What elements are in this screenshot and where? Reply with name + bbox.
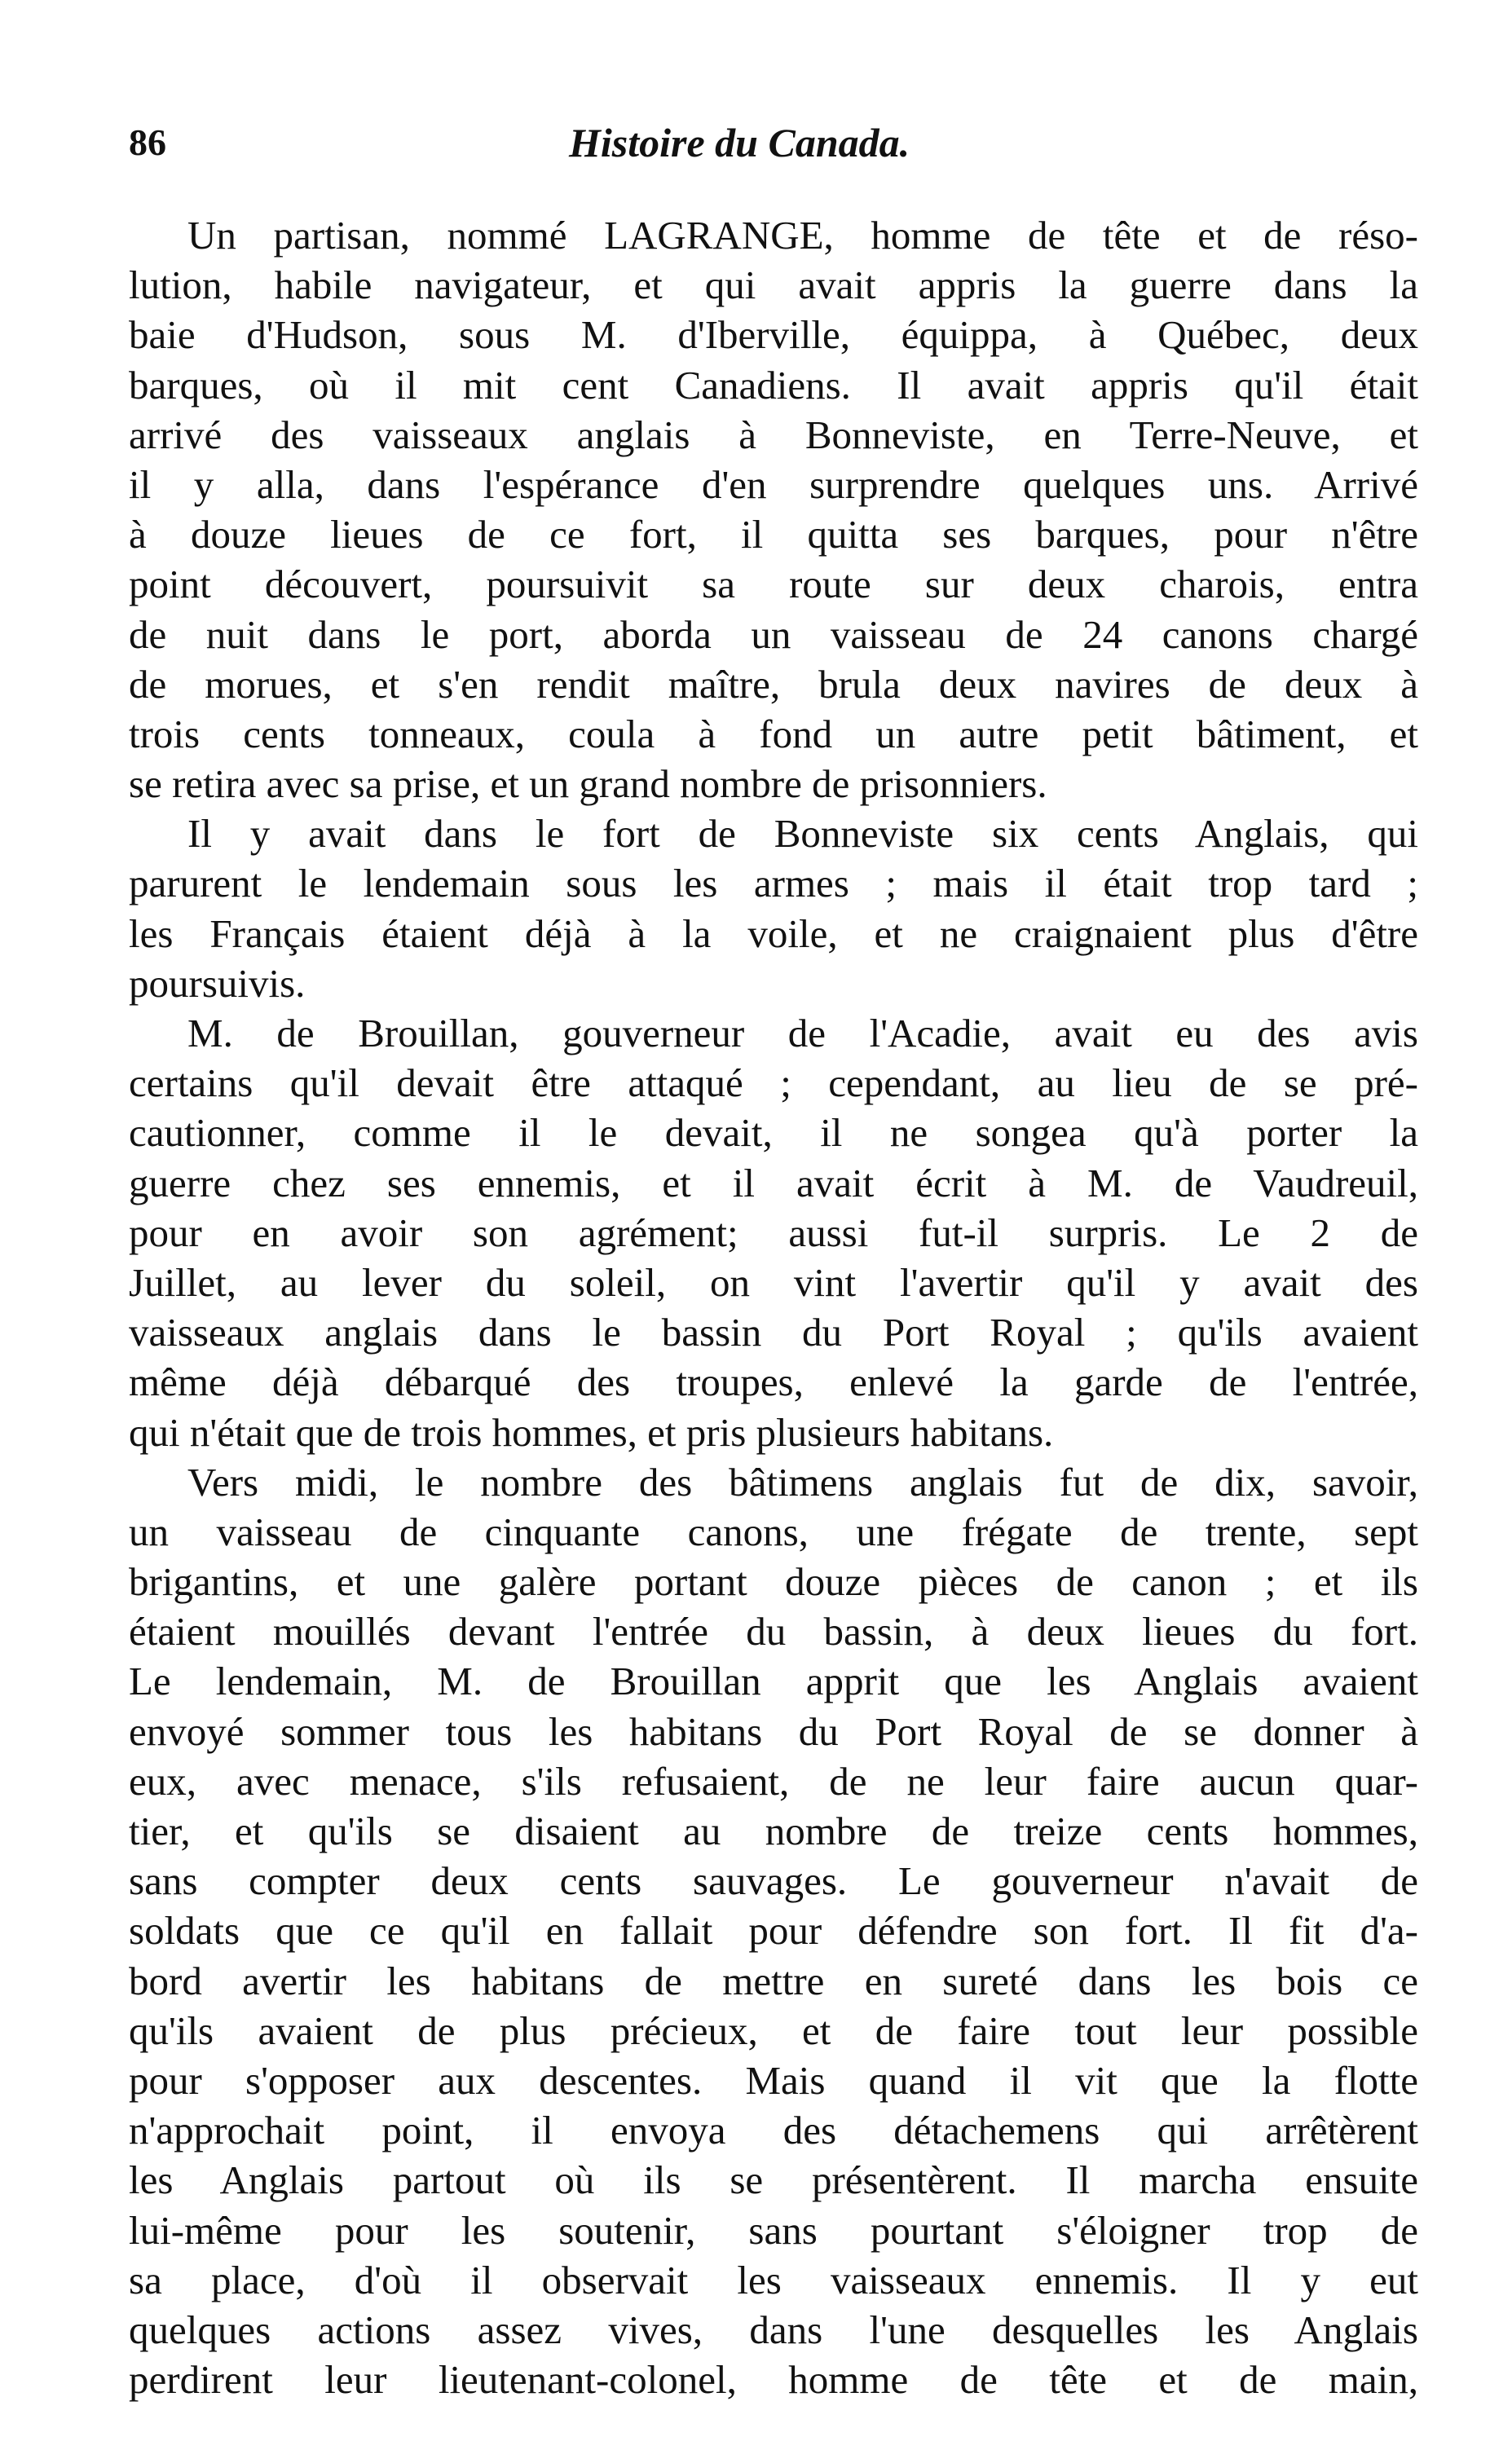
text-line: lution, habile navigateur, et qui avait appris la guerre dans la — [129, 262, 1418, 308]
text-line: à douze lieues de ce fort, il quitta ses barques, pour n'être — [129, 512, 1418, 557]
text-line: tier, et qu'ils se disaient au nombre de treize cents hommes, — [129, 1809, 1418, 1853]
text-line: quelques actions assez vives, dans l'une desquelles les Anglais — [129, 2307, 1418, 2352]
text-line: un vaisseau de cinquante canons, une frégate de trente, sept — [129, 1509, 1418, 1554]
running-title: Histoire du Canada. — [569, 120, 910, 165]
text-line: lui-même pour les soutenir, sans pourtant s'éloigner trop de — [129, 2207, 1418, 2253]
text-line: cautionner, comme il le devait, il ne songea qu'à porter la — [129, 1110, 1418, 1156]
text-line: poursuivis. — [129, 960, 306, 1006]
text-line: brigantins, et une galère portant douze pièces de canon ; et ils — [129, 1559, 1418, 1605]
text-line: barques, où il mit cent Canadiens. Il avait appris qu'il était — [129, 362, 1418, 408]
text-line: même déjà débarqué des troupes, enlevé la garde de l'entrée, — [129, 1359, 1418, 1405]
text-line: guerre chez ses ennemis, et il avait écrit à M. de Vaudreuil, — [129, 1160, 1418, 1205]
text-line: trois cents tonneaux, coula à fond un autre petit bâtiment, et — [129, 711, 1418, 756]
text-line: de morues, et s'en rendit maître, brula deux navires de deux à — [129, 661, 1418, 707]
paragraph — [129, 1457, 1418, 2405]
paragraph — [129, 1008, 1418, 1457]
text-line: envoyé sommer tous les habitans du Port Royal de se donner à — [129, 1708, 1418, 1754]
text-line: de nuit dans le port, aborda un vaisseau de 24 canons chargé — [129, 611, 1418, 657]
paragraph — [129, 809, 1418, 1008]
text-line: eux, avec menace, s'ils refusaient, de ne leur faire aucun quar- — [129, 1758, 1418, 1804]
page-number: 86 — [129, 121, 166, 163]
text-line: Un partisan, nommé LAGRANGE, homme de tête et de réso- — [187, 213, 1418, 258]
text-line: il y alla, dans l'espérance d'en surprendre quelques uns. Arrivé — [129, 461, 1418, 507]
text-line: perdirent leur lieutenant-colonel, homme de tête et de main, — [129, 2357, 1418, 2403]
page-header — [129, 114, 1417, 171]
text-line: vaisseaux anglais dans le bassin du Port Royal ; qu'ils avaient — [129, 1310, 1418, 1355]
text-line: n'approchait point, il envoya des détachemens qui arrêtèrent — [129, 2108, 1418, 2153]
text-line: bord avertir les habitans de mettre en sureté dans les bois ce — [129, 1958, 1418, 2003]
text-line: point découvert, poursuivit sa route sur deux charois, entra — [129, 562, 1418, 607]
text-line: qu'ils avaient de plus précieux, et de faire tout leur possible — [129, 2007, 1418, 2053]
text-line: Il y avait dans le fort de Bonneviste six cents Anglais, qui — [187, 811, 1418, 857]
text-line: soldats que ce qu'il en fallait pour défendre son fort. Il fit d'a- — [129, 1908, 1418, 1954]
text-line: parurent le lendemain sous les armes ; mais il était trop tard ; — [129, 861, 1418, 906]
text-line: sans compter deux cents sauvages. Le gouverneur n'avait de — [129, 1858, 1418, 1904]
text-line: pour en avoir son agrément; aussi fut-il surpris. Le 2 de — [129, 1210, 1418, 1255]
text-line: se retira avec sa prise, et un grand nombre de prisonniers. — [129, 761, 1047, 807]
text-line: les Français étaient déjà à la voile, et ne craignaient plus d'être — [129, 910, 1418, 956]
text-line: arrivé des vaisseaux anglais à Bonneviste, en Terre-Neuve, et — [129, 412, 1418, 457]
body-text — [129, 210, 1418, 2404]
text-line: Le lendemain, M. de Brouillan apprit que les Anglais avaient — [129, 1659, 1418, 1704]
text-line: les Anglais partout où ils se présentèrent. Il marcha ensuite — [129, 2157, 1418, 2203]
text-line: certains qu'il devait être attaqué ; cependant, au lieu de se pré- — [129, 1060, 1418, 1106]
text-line: M. de Brouillan, gouverneur de l'Acadie, avait eu des avis — [187, 1011, 1418, 1055]
text-line: Juillet, au lever du soleil, on vint l'avertir qu'il y avait des — [129, 1259, 1418, 1305]
text-line: Vers midi, le nombre des bâtimens anglais fut de dix, savoir, — [187, 1459, 1418, 1505]
text-line: qui n'était que de trois hommes, et pris plusieurs habitans. — [129, 1409, 1054, 1455]
text-line: sa place, d'où il observait les vaisseaux ennemis. Il y eut — [129, 2257, 1418, 2302]
text-line: baie d'Hudson, sous M. d'Iberville, équippa, à Québec, deux — [129, 312, 1418, 358]
paragraph — [129, 210, 1418, 809]
text-line: étaient mouillés devant l'entrée du bassin, à deux lieues du fort. — [129, 1609, 1418, 1655]
text-line: pour s'opposer aux descentes. Mais quand il vit que la flotte — [129, 2057, 1418, 2103]
